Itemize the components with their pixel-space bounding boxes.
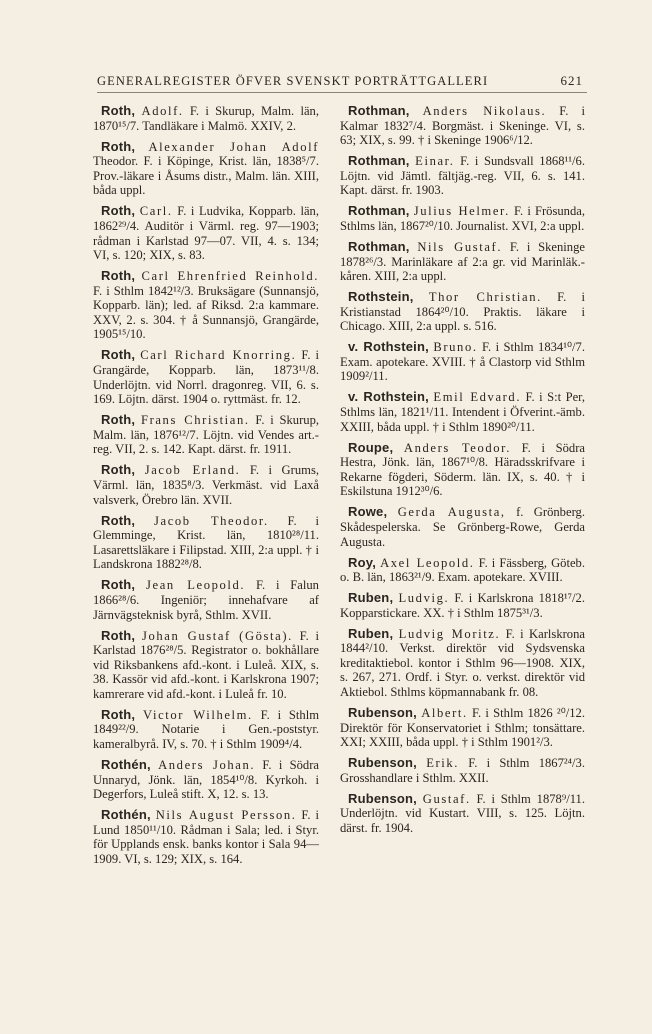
- entry-surname: v. Rothstein,: [348, 389, 429, 405]
- entry-surname: Rothman,: [348, 203, 410, 219]
- register-entry: [340, 792, 585, 836]
- entry-surname: Roth,: [101, 706, 136, 722]
- register-entry: [340, 290, 585, 334]
- entry-text: F. i Sthlm 1878⁹/11. Underlöjtn. vid Kustart. VIII, s. 125. Löjtn. därst. fr. 1904.: [340, 791, 586, 835]
- register-entry: [93, 104, 319, 133]
- entry-given-names: Ludvig Moritz.: [398, 626, 501, 641]
- register-entry: [93, 629, 319, 702]
- register-entry: [340, 441, 585, 499]
- register-entry: [340, 505, 585, 549]
- entry-text: F. i S:t Per, Sthlms län, 1821¹/11. Intendent i Öfverint.-ämb. XXIII, båda uppl. † i Sthlm 1890²⁰/11.: [340, 390, 585, 434]
- page-number: 621: [560, 73, 583, 88]
- register-entry: [340, 556, 585, 585]
- entry-given-names: Jacob Erland.: [144, 463, 241, 478]
- register-entry: [93, 708, 319, 752]
- header-title: GENERALREGISTER ÖFVER SVENSKT PORTRÄTTGALLERI: [97, 74, 489, 88]
- entry-given-names: Anders Johan.: [158, 758, 256, 773]
- entry-given-names: Jacob Theodor.: [154, 513, 269, 528]
- running-header: [97, 72, 587, 93]
- entry-given-names: Nils August Persson.: [155, 808, 297, 823]
- entry-text: F. i Glemminge, Krist. län, 1810²⁸/11. Lasarettsläkare i Filipstad. XIII, 2:a uppl. † i Landskrona 1882²⁸/8.: [93, 513, 319, 572]
- entry-surname: Roth,: [101, 412, 136, 428]
- entry-given-names: Thor Christian.: [428, 290, 542, 305]
- entry-text: F. i Sthlm 1842¹²/3. Bruksägare (Sunnansjö, Kopparb. län); led. af Riksd. 2:a kammare. XXV, 2. s. 304. † å Sunnansjö, Grangärde, 1905¹⁵/10.: [93, 283, 319, 342]
- entry-surname: Roth,: [101, 462, 136, 478]
- register-entry: [340, 240, 585, 284]
- register-entry: [340, 204, 585, 233]
- entry-surname: Roth,: [101, 203, 136, 219]
- entry-text: F. i Karlskrona 1818¹⁷/2. Kopparstickare. XX. † i Sthlm 1875³¹/3.: [340, 591, 585, 620]
- register-entry: [93, 808, 319, 866]
- entry-text: f. Grönberg. Skådespelerska. Se Grönberg-Rowe, Gerda Augusta.: [340, 505, 585, 549]
- entry-given-names: Emil Edvard.: [433, 390, 522, 405]
- entry-text: F. i Frösunda, Sthlms län, 1867²⁰/10. Journalist. XVI, 2:a uppl.: [340, 204, 585, 233]
- entry-surname: Roy,: [348, 554, 377, 570]
- entry-text: F. i Grums, Värml. län, 1835⁸/3. Verkmäst. vid Laxå valsverk, Örebro län. XVII.: [93, 463, 319, 507]
- entry-text: F. i Grangärde, Kopparb. län, 1873¹¹/8. Underlöjtn. vid Norrl. dragonreg. VII, 6. s. 169. Löjtn. därst. 1904 o. ryttmäst. fr. 12.: [93, 348, 319, 407]
- entry-text: F. i Karlstad 1876²⁸/5. Registrator o. bokhållare vid Riksbankens afd.-kont. i Luleå. XIX, s. 38. Kassör vid afd.-kont. i Karlskrona 1907; kamrerare vid afd.-kont. i Luleå fr. 10.: [93, 628, 319, 701]
- entry-given-names: Gerda Augusta,: [397, 505, 506, 520]
- entry-surname: Ruben,: [348, 625, 394, 641]
- register-entry: [93, 578, 319, 622]
- entry-text: Theodor. F. i Köpinge, Krist. län, 1838⁵/7. Prov.-läkare i Åsums distr., Malm. län. XIII, båda uppl.: [93, 154, 319, 198]
- entry-given-names: Ludvig.: [398, 591, 450, 606]
- register-entry: [340, 591, 585, 620]
- entry-surname: Rubenson,: [348, 755, 417, 771]
- entry-surname: Roth,: [101, 103, 136, 118]
- entry-surname: Roth,: [101, 577, 136, 593]
- entry-surname: Rothman,: [348, 153, 410, 169]
- entry-surname: Rothman,: [348, 103, 410, 118]
- entry-given-names: Axel Leopold.: [380, 555, 475, 570]
- entry-text: F. i Karlskrona 1844²/10. Verkst. direktör vid Sydsvenska kreditaktiebol. kontor i Sthlm 96—1908. XIX, s. 267, 271. Ordf. i Styr. o. verkst. direktör vid Aktiebol. Sthlms köpmannabank fr. 08.: [340, 626, 585, 700]
- entry-surname: Rubenson,: [348, 705, 417, 721]
- entry-given-names: Anders Nikolaus.: [422, 104, 547, 118]
- entry-given-names: Anders Teodor.: [403, 440, 512, 455]
- entry-given-names: Einar.: [415, 154, 455, 169]
- register-entry: [93, 204, 319, 262]
- register-entry: [340, 154, 585, 198]
- entry-text: F. i Södra Hestra, Jönk. län, 1867¹⁰/8. Häradsskrifvare i Rekarne fögderi, Söderm. län. IX, s. 40. † i Eskilstuna 1912³⁰/6.: [340, 440, 585, 499]
- entry-given-names: Albert.: [421, 706, 468, 721]
- register-entry: [93, 348, 319, 406]
- entry-text: F. i Skeninge 1878²⁶/3. Marinläkare af 2:a gr. vid Marinläk.-kåren. XIII, 2:a uppl.: [340, 239, 585, 284]
- entry-given-names: Adolf.: [141, 104, 184, 118]
- entry-given-names: Johan Gustaf (Gösta).: [141, 628, 293, 643]
- entry-surname: Roth,: [101, 512, 136, 528]
- entry-given-names: Bruno.: [433, 340, 478, 355]
- entry-surname: Roth,: [101, 268, 136, 284]
- register-entry: [93, 758, 319, 802]
- register-entry: [93, 413, 319, 457]
- entry-surname: Rothén,: [101, 757, 151, 773]
- entry-given-names: Frans Christian.: [140, 413, 250, 428]
- right-column: [340, 104, 585, 842]
- register-entry: [93, 140, 319, 198]
- entry-surname: Rowe,: [348, 504, 388, 520]
- entry-given-names: Victor Wilhelm.: [143, 707, 253, 722]
- entry-text: F. i Sthlm 1849²²/9. Notarie i Gen.-poststyr. kameralbyrå. IV, s. 70. † i Sthlm 1909⁴/4.: [93, 707, 319, 752]
- entry-given-names: Jean Leopold.: [146, 578, 246, 593]
- entry-text: F. i Sundsvall 1868¹¹/6. Löjtn. vid Jämtl. fältjäg.-reg. VII, 6. s. 141. Kapt. därst. fr. 1903.: [340, 154, 585, 198]
- entry-text: F. i Kristianstad 1864²⁰/10. Praktis. läkare i Chicago. XIII, 2:a uppl. s. 516.: [340, 290, 585, 334]
- entry-text: F. i Sthlm 1834¹⁰/7. Exam. apotekare. XVIII. † å Clastorp vid Sthlm 1909²/11.: [340, 340, 585, 384]
- left-column: [93, 104, 319, 873]
- entry-surname: Rothstein,: [348, 289, 414, 305]
- entry-text: F. i Falun 1866²⁸/6. Ingeniör; innehafvare af Järnvägsteknisk byrå, Sthlm. XVII.: [93, 578, 319, 622]
- entry-surname: v. Rothstein,: [348, 339, 429, 355]
- entry-text: F. i Fässberg, Göteb. o. B. län, 1863²¹/9. Exam. apotekare. XVIII.: [340, 555, 586, 585]
- entry-given-names: Carl Richard Knorring.: [140, 348, 297, 363]
- entry-text: F. i Skurup, Malm. län, 1870¹⁵/7. Tandläkare i Malmö. XXIV, 2.: [93, 104, 319, 133]
- register-entry: [340, 390, 585, 434]
- entry-surname: Rubenson,: [348, 790, 417, 806]
- entry-surname: Roupe,: [348, 439, 394, 455]
- entry-text: F. i Sthlm 1826 ²⁰/12. Direktör för Konservatoriet i Sthlm; tonsättare. XXI; XXIII, båda uppl. † i Sthlm 1901²/3.: [340, 706, 585, 750]
- entry-given-names: Alexander Johan Adolf: [148, 139, 319, 154]
- entry-surname: Roth,: [101, 138, 136, 154]
- entry-surname: Roth,: [101, 627, 136, 643]
- register-entry: [340, 706, 585, 750]
- register-entry: [93, 463, 319, 507]
- register-entry: [340, 627, 585, 700]
- entry-surname: Rothén,: [101, 807, 151, 823]
- entry-text: F. i Kalmar 1832⁷/4. Borgmäst. i Skeninge. VI, s. 63; XIX, s. 99. † i Skeninge 1906⁶/12.: [340, 104, 585, 148]
- register-entry: [93, 514, 319, 572]
- entry-text: F. i Södra Unnaryd, Jönk. län, 1854¹⁰/8. Kyrkoh. i Degerfors, Luleå stift. X, 12. s. 13.: [93, 758, 319, 802]
- entry-given-names: Carl.: [139, 204, 173, 219]
- entry-given-names: Erik.: [426, 756, 460, 771]
- entry-given-names: Carl Ehrenfried Reinhold.: [141, 269, 319, 284]
- entry-text: F. i Sthlm 1867²⁴/3. Grosshandlare i Sthlm. XXII.: [340, 756, 585, 785]
- entry-surname: Ruben,: [348, 590, 394, 606]
- entry-given-names: Nils Gustaf.: [417, 239, 503, 254]
- register-entry: [340, 104, 585, 148]
- entry-surname: Roth,: [101, 347, 136, 363]
- entry-given-names: Gustaf.: [422, 791, 471, 806]
- entry-text: F. i Lund 1850¹¹/10. Rådman i Sala; led. i Styr. för Upplands ensk. banks kontor i Sala 94—1909. VI, s. 129; XIX, s. 164.: [93, 808, 319, 866]
- register-entry: [340, 756, 585, 785]
- register-entry: [340, 340, 585, 384]
- entry-text: F. i Ludvika, Kopparb. län, 1862²⁹/4. Auditör i Värml. reg. 97—1903; rådman i Karlstad 97—07. VII, 4. s. 134; VI, s. 120; XIX, s. 83.: [93, 204, 319, 263]
- entry-text: F. i Skurup, Malm. län, 1876¹²/7. Löjtn. vid Vendes art.-reg. VII, 2. s. 142. Kapt. därst. fr. 1911.: [93, 413, 320, 457]
- register-entry: [93, 269, 319, 342]
- entry-given-names: Julius Helmer.: [413, 204, 510, 219]
- entry-surname: Rothman,: [348, 238, 410, 254]
